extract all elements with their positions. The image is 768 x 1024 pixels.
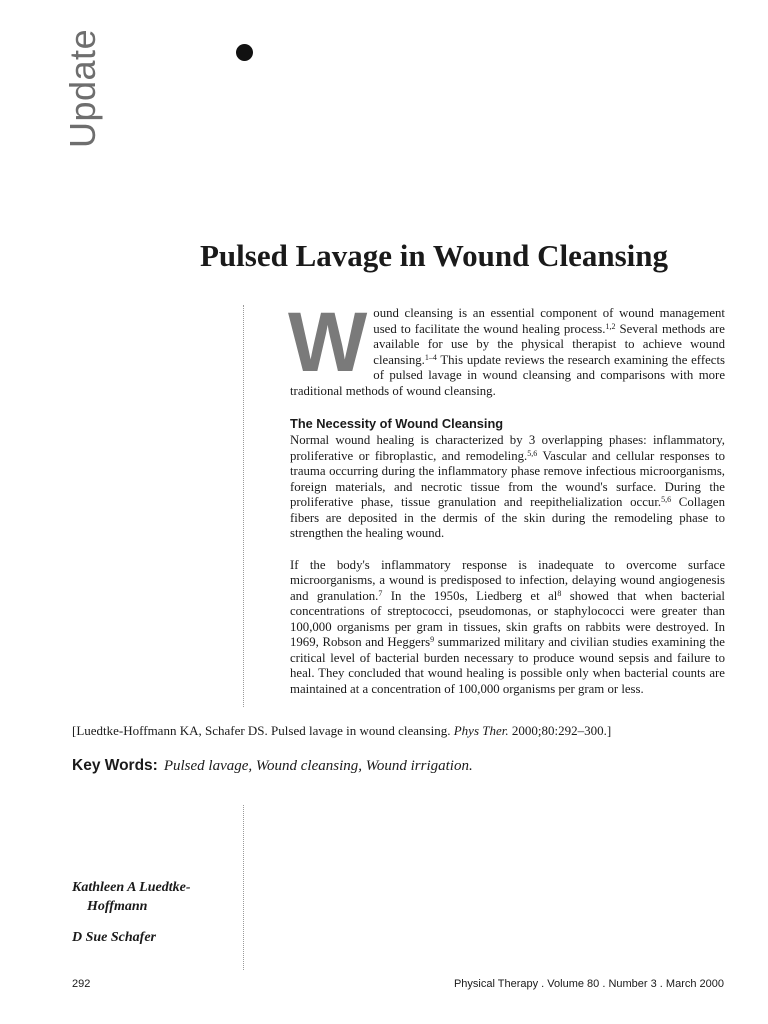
paragraph-text: Normal wound healing is characterized by 3 overlapping phases: inflammatory, proliferative or fibroplastic, and remodeling. — [290, 433, 725, 463]
author-1-name: Kathleen A Luedtke- — [72, 880, 191, 895]
reference-superscript: 5,6 — [661, 495, 672, 504]
citation-journal: Phys Ther. — [453, 723, 509, 738]
reference-superscript: 8 — [557, 588, 562, 598]
section-label: Update — [62, 28, 103, 148]
article-title: Pulsed Lavage in Wound Cleansing — [200, 238, 669, 273]
reference-superscript: 7 — [378, 588, 383, 598]
keywords-text: Pulsed lavage, Wound cleansing, Wound irrigation. — [163, 758, 473, 774]
vertical-rule-bottom — [243, 805, 244, 970]
body-paragraph-1 — [290, 433, 725, 542]
reference-superscript: 1,2 — [605, 321, 616, 331]
citation-text: [Luedtke-Hoffmann KA, Schafer DS. Pulsed lavage in wound cleansing. — [72, 723, 454, 738]
bullet-dot — [236, 44, 253, 61]
drop-cap: W — [288, 295, 368, 389]
body-column — [288, 295, 725, 697]
intro-text: Several methods are available for use by the physical therapist to achieve wound cleansing. — [373, 321, 725, 367]
body-paragraph-2 — [290, 558, 725, 698]
journal-info: Physical Therapy . Volume 80 . Number 3 . March 2000 — [453, 978, 724, 990]
reference-superscript: 9 — [430, 635, 435, 644]
reference-superscript: 1–4 — [424, 352, 437, 362]
authors — [72, 878, 232, 947]
paragraph-text: summarized military and civilian studies examining the critical level of bacterial burden necessary to produce wound sepsis and failure to heal. They concluded that wound healing is possible only when bacterial counts are maintained at a concentration of 100,000 organisms per gram or less. — [290, 635, 725, 696]
intro-paragraph — [288, 295, 725, 399]
section-heading: The Necessity of Wound Cleansing — [290, 416, 504, 431]
citation — [72, 723, 732, 739]
paragraph-text: In the 1950s, Liedberg et al — [382, 588, 558, 603]
author-2-name: D Sue Schafer — [72, 930, 157, 945]
paragraph-text: Vascular and cellular responses to trauma occurring during the inflammatory phase remove infectious microorganisms, foreign materials, and necrotic tissue from the wound's surface. During the proliferative phase, tissue granulation and reepithelialization occur. — [290, 448, 725, 509]
reference-superscript: 5,6 — [527, 448, 538, 458]
page-number: 292 — [72, 978, 91, 990]
keywords-label: Key Words: — [72, 757, 158, 774]
intro-text: This update reviews the research examining the effects of pulsed lavage in wound cleansing and comparisons with more traditional methods of wound cleansing. — [290, 352, 725, 398]
intro-text: ound cleansing is an essential component of wound management used to facilitate the wound healing process. — [373, 306, 725, 336]
vertical-rule-top — [243, 305, 244, 707]
author-1-name-continued: Hoffmann — [87, 899, 148, 914]
paragraph-text: If the body's inflammatory response is inadequate to overcome surface microorganisms, a wound is predisposed to infection, delaying wound angiogenesis and granulation. — [290, 557, 725, 603]
citation-text: 2000;80:292–300.] — [508, 723, 612, 738]
paragraph-text: showed that when bacterial concentrations of streptococci, pseudomonas, or staphylococci were greater than 100,000 organisms per gram in tissues, skin grafts on rabbits were destroyed. In 1969, Robson and Heggers — [290, 588, 725, 649]
paragraph-text: Collagen fibers are deposited in the dermis of the skin during the remodeling phase to strengthen the healing wound. — [290, 495, 725, 540]
keywords — [72, 757, 473, 775]
